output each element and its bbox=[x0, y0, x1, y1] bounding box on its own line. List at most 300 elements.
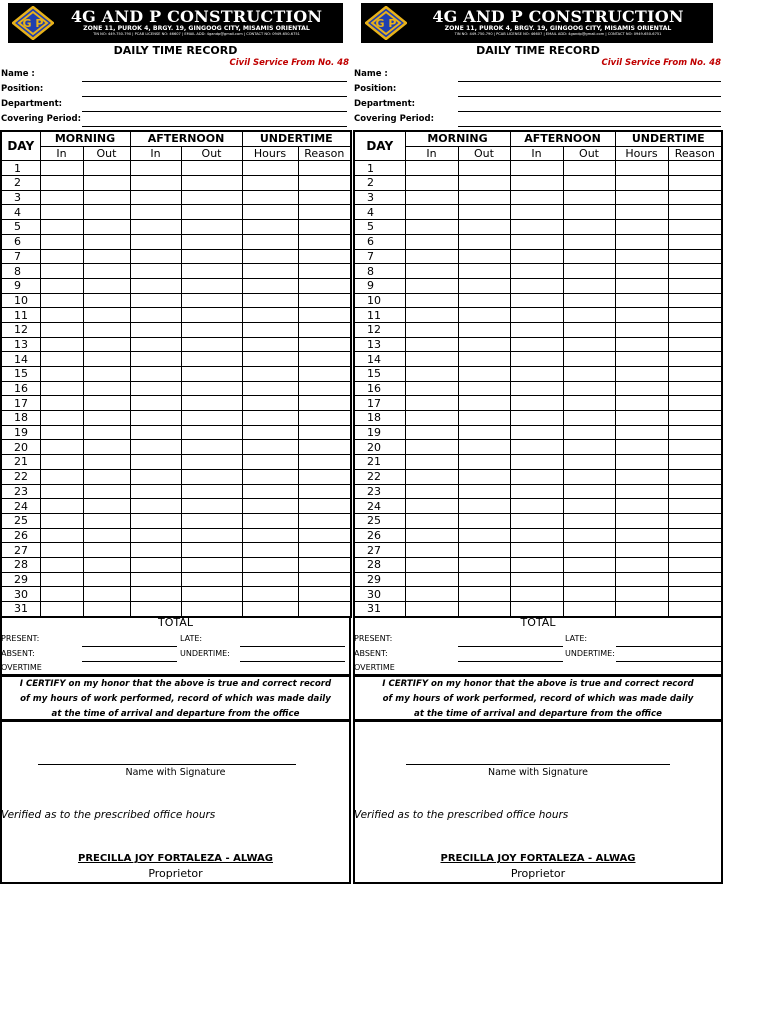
afternoon-out-cell[interactable] bbox=[563, 352, 615, 367]
afternoon-in-cell[interactable] bbox=[130, 278, 181, 293]
undertime-hours-cell[interactable] bbox=[615, 411, 668, 426]
present-field[interactable] bbox=[458, 646, 563, 647]
afternoon-out-cell[interactable] bbox=[563, 587, 615, 602]
undertime-hours-cell[interactable] bbox=[615, 557, 668, 572]
afternoon-in-cell[interactable] bbox=[130, 367, 181, 382]
undertime-reason-cell[interactable] bbox=[298, 337, 351, 352]
undertime-hours-cell[interactable] bbox=[242, 308, 298, 323]
afternoon-in-cell[interactable] bbox=[510, 337, 563, 352]
absent-field[interactable] bbox=[82, 661, 177, 662]
morning-out-cell[interactable] bbox=[458, 528, 510, 543]
morning-out-cell[interactable] bbox=[83, 484, 130, 499]
afternoon-in-cell[interactable] bbox=[510, 367, 563, 382]
afternoon-in-cell[interactable] bbox=[130, 469, 181, 484]
morning-in-cell[interactable] bbox=[40, 455, 83, 470]
morning-in-cell[interactable] bbox=[405, 367, 458, 382]
morning-in-cell[interactable] bbox=[40, 352, 83, 367]
afternoon-out-cell[interactable] bbox=[563, 161, 615, 176]
morning-in-cell[interactable] bbox=[405, 513, 458, 528]
morning-out-cell[interactable] bbox=[458, 469, 510, 484]
undertime-hours-cell[interactable] bbox=[615, 249, 668, 264]
morning-in-cell[interactable] bbox=[405, 602, 458, 617]
undertime-reason-cell[interactable] bbox=[298, 234, 351, 249]
absent-field[interactable] bbox=[458, 661, 563, 662]
undertime-reason-cell[interactable] bbox=[298, 205, 351, 220]
morning-out-cell[interactable] bbox=[83, 557, 130, 572]
undertime-hours-cell[interactable] bbox=[615, 278, 668, 293]
undertime-reason-cell[interactable] bbox=[298, 440, 351, 455]
afternoon-out-cell[interactable] bbox=[181, 513, 242, 528]
morning-out-cell[interactable] bbox=[458, 602, 510, 617]
morning-out-cell[interactable] bbox=[458, 278, 510, 293]
morning-out-cell[interactable] bbox=[83, 322, 130, 337]
morning-out-cell[interactable] bbox=[83, 469, 130, 484]
undertime-reason-cell[interactable] bbox=[668, 249, 722, 264]
undertime-hours-cell[interactable] bbox=[242, 440, 298, 455]
undertime-hours-cell[interactable] bbox=[615, 572, 668, 587]
afternoon-out-cell[interactable] bbox=[181, 411, 242, 426]
afternoon-out-cell[interactable] bbox=[181, 234, 242, 249]
morning-in-cell[interactable] bbox=[405, 543, 458, 558]
morning-in-cell[interactable] bbox=[40, 396, 83, 411]
afternoon-in-cell[interactable] bbox=[130, 528, 181, 543]
undertime-hours-cell[interactable] bbox=[615, 161, 668, 176]
morning-in-cell[interactable] bbox=[405, 234, 458, 249]
afternoon-in-cell[interactable] bbox=[130, 543, 181, 558]
undertime-hours-cell[interactable] bbox=[242, 381, 298, 396]
undertime-hours-cell[interactable] bbox=[242, 352, 298, 367]
morning-out-cell[interactable] bbox=[83, 352, 130, 367]
undertime-hours-cell[interactable] bbox=[242, 190, 298, 205]
afternoon-out-cell[interactable] bbox=[563, 367, 615, 382]
undertime-hours-cell[interactable] bbox=[615, 205, 668, 220]
undertime-hours-cell[interactable] bbox=[242, 205, 298, 220]
undertime-hours-cell[interactable] bbox=[242, 264, 298, 279]
undertime-hours-cell[interactable] bbox=[615, 220, 668, 235]
afternoon-out-cell[interactable] bbox=[563, 528, 615, 543]
morning-out-cell[interactable] bbox=[83, 161, 130, 176]
morning-out-cell[interactable] bbox=[458, 440, 510, 455]
undertime-reason-cell[interactable] bbox=[298, 557, 351, 572]
morning-out-cell[interactable] bbox=[83, 587, 130, 602]
afternoon-out-cell[interactable] bbox=[563, 557, 615, 572]
morning-out-cell[interactable] bbox=[83, 572, 130, 587]
afternoon-in-cell[interactable] bbox=[510, 411, 563, 426]
morning-in-cell[interactable] bbox=[40, 411, 83, 426]
undertime-hours-cell[interactable] bbox=[615, 425, 668, 440]
morning-out-cell[interactable] bbox=[83, 249, 130, 264]
undertime-hours-cell[interactable] bbox=[242, 220, 298, 235]
morning-out-cell[interactable] bbox=[83, 190, 130, 205]
afternoon-in-cell[interactable] bbox=[130, 352, 181, 367]
undertime-reason-cell[interactable] bbox=[298, 513, 351, 528]
morning-in-cell[interactable] bbox=[405, 484, 458, 499]
afternoon-in-cell[interactable] bbox=[510, 220, 563, 235]
undertime-reason-cell[interactable] bbox=[668, 308, 722, 323]
afternoon-out-cell[interactable] bbox=[563, 293, 615, 308]
morning-in-cell[interactable] bbox=[405, 572, 458, 587]
morning-in-cell[interactable] bbox=[405, 425, 458, 440]
afternoon-in-cell[interactable] bbox=[510, 190, 563, 205]
afternoon-in-cell[interactable] bbox=[510, 322, 563, 337]
undertime-reason-cell[interactable] bbox=[668, 513, 722, 528]
afternoon-in-cell[interactable] bbox=[130, 161, 181, 176]
undertime-hours-cell[interactable] bbox=[242, 396, 298, 411]
morning-out-cell[interactable] bbox=[458, 572, 510, 587]
morning-in-cell[interactable] bbox=[40, 587, 83, 602]
undertime-hours-cell[interactable] bbox=[615, 308, 668, 323]
morning-in-cell[interactable] bbox=[405, 499, 458, 514]
afternoon-in-cell[interactable] bbox=[130, 440, 181, 455]
undertime-reason-cell[interactable] bbox=[298, 455, 351, 470]
morning-out-cell[interactable] bbox=[83, 411, 130, 426]
undertime-hours-cell[interactable] bbox=[615, 587, 668, 602]
morning-in-cell[interactable] bbox=[40, 425, 83, 440]
morning-in-cell[interactable] bbox=[405, 455, 458, 470]
name-field[interactable] bbox=[82, 81, 347, 82]
morning-out-cell[interactable] bbox=[458, 367, 510, 382]
undertime-reason-cell[interactable] bbox=[298, 572, 351, 587]
afternoon-out-cell[interactable] bbox=[563, 425, 615, 440]
afternoon-out-cell[interactable] bbox=[181, 455, 242, 470]
morning-out-cell[interactable] bbox=[458, 220, 510, 235]
undertime-hours-cell[interactable] bbox=[242, 572, 298, 587]
undertime-reason-cell[interactable] bbox=[668, 352, 722, 367]
undertime-reason-cell[interactable] bbox=[298, 278, 351, 293]
morning-in-cell[interactable] bbox=[40, 220, 83, 235]
undertime-reason-cell[interactable] bbox=[668, 484, 722, 499]
morning-out-cell[interactable] bbox=[83, 234, 130, 249]
undertime-hours-cell[interactable] bbox=[242, 484, 298, 499]
afternoon-out-cell[interactable] bbox=[181, 587, 242, 602]
afternoon-in-cell[interactable] bbox=[510, 278, 563, 293]
afternoon-out-cell[interactable] bbox=[563, 381, 615, 396]
undertime-reason-cell[interactable] bbox=[668, 499, 722, 514]
afternoon-in-cell[interactable] bbox=[510, 249, 563, 264]
morning-out-cell[interactable] bbox=[458, 264, 510, 279]
morning-in-cell[interactable] bbox=[40, 440, 83, 455]
afternoon-out-cell[interactable] bbox=[181, 499, 242, 514]
afternoon-out-cell[interactable] bbox=[563, 396, 615, 411]
morning-out-cell[interactable] bbox=[83, 293, 130, 308]
morning-out-cell[interactable] bbox=[83, 455, 130, 470]
undertime-hours-cell[interactable] bbox=[242, 367, 298, 382]
undertime-hours-cell[interactable] bbox=[242, 469, 298, 484]
undertime-hours-cell[interactable] bbox=[242, 234, 298, 249]
undertime-hours-cell[interactable] bbox=[615, 381, 668, 396]
undertime-hours-cell[interactable] bbox=[615, 264, 668, 279]
morning-out-cell[interactable] bbox=[458, 381, 510, 396]
afternoon-out-cell[interactable] bbox=[181, 572, 242, 587]
afternoon-in-cell[interactable] bbox=[130, 308, 181, 323]
morning-in-cell[interactable] bbox=[40, 499, 83, 514]
department-field[interactable] bbox=[458, 111, 721, 112]
undertime-reason-cell[interactable] bbox=[668, 411, 722, 426]
undertime-reason-cell[interactable] bbox=[668, 190, 722, 205]
undertime-hours-cell[interactable] bbox=[615, 499, 668, 514]
covering-period-field[interactable] bbox=[458, 126, 721, 127]
undertime-reason-cell[interactable] bbox=[298, 543, 351, 558]
afternoon-out-cell[interactable] bbox=[181, 293, 242, 308]
afternoon-out-cell[interactable] bbox=[563, 543, 615, 558]
morning-out-cell[interactable] bbox=[458, 337, 510, 352]
afternoon-out-cell[interactable] bbox=[181, 381, 242, 396]
morning-in-cell[interactable] bbox=[40, 264, 83, 279]
undertime-hours-cell[interactable] bbox=[615, 528, 668, 543]
afternoon-out-cell[interactable] bbox=[181, 528, 242, 543]
undertime-reason-cell[interactable] bbox=[298, 587, 351, 602]
undertime-hours-cell[interactable] bbox=[615, 396, 668, 411]
morning-out-cell[interactable] bbox=[83, 543, 130, 558]
undertime-hours-cell[interactable] bbox=[615, 602, 668, 617]
morning-in-cell[interactable] bbox=[405, 220, 458, 235]
morning-in-cell[interactable] bbox=[405, 440, 458, 455]
afternoon-out-cell[interactable] bbox=[181, 161, 242, 176]
morning-in-cell[interactable] bbox=[405, 308, 458, 323]
undertime-reason-cell[interactable] bbox=[298, 322, 351, 337]
afternoon-out-cell[interactable] bbox=[563, 337, 615, 352]
afternoon-in-cell[interactable] bbox=[510, 484, 563, 499]
afternoon-out-cell[interactable] bbox=[563, 278, 615, 293]
afternoon-in-cell[interactable] bbox=[510, 308, 563, 323]
undertime-reason-cell[interactable] bbox=[668, 602, 722, 617]
afternoon-out-cell[interactable] bbox=[181, 278, 242, 293]
morning-out-cell[interactable] bbox=[83, 440, 130, 455]
undertime-summary-field[interactable] bbox=[616, 661, 721, 662]
morning-in-cell[interactable] bbox=[405, 411, 458, 426]
afternoon-in-cell[interactable] bbox=[130, 381, 181, 396]
afternoon-in-cell[interactable] bbox=[130, 396, 181, 411]
morning-in-cell[interactable] bbox=[40, 278, 83, 293]
morning-out-cell[interactable] bbox=[83, 602, 130, 617]
afternoon-in-cell[interactable] bbox=[510, 205, 563, 220]
afternoon-out-cell[interactable] bbox=[181, 425, 242, 440]
morning-in-cell[interactable] bbox=[40, 337, 83, 352]
afternoon-out-cell[interactable] bbox=[181, 308, 242, 323]
afternoon-out-cell[interactable] bbox=[181, 440, 242, 455]
morning-in-cell[interactable] bbox=[405, 381, 458, 396]
name-field[interactable] bbox=[458, 81, 721, 82]
late-field[interactable] bbox=[616, 646, 721, 647]
undertime-reason-cell[interactable] bbox=[668, 220, 722, 235]
morning-out-cell[interactable] bbox=[458, 234, 510, 249]
morning-in-cell[interactable] bbox=[40, 234, 83, 249]
undertime-hours-cell[interactable] bbox=[615, 440, 668, 455]
undertime-reason-cell[interactable] bbox=[668, 396, 722, 411]
afternoon-out-cell[interactable] bbox=[563, 234, 615, 249]
undertime-hours-cell[interactable] bbox=[242, 499, 298, 514]
afternoon-out-cell[interactable] bbox=[563, 176, 615, 191]
morning-in-cell[interactable] bbox=[405, 205, 458, 220]
afternoon-out-cell[interactable] bbox=[181, 205, 242, 220]
undertime-hours-cell[interactable] bbox=[615, 367, 668, 382]
undertime-reason-cell[interactable] bbox=[298, 176, 351, 191]
afternoon-out-cell[interactable] bbox=[181, 557, 242, 572]
afternoon-out-cell[interactable] bbox=[563, 190, 615, 205]
morning-out-cell[interactable] bbox=[458, 455, 510, 470]
morning-in-cell[interactable] bbox=[40, 513, 83, 528]
undertime-reason-cell[interactable] bbox=[298, 469, 351, 484]
afternoon-out-cell[interactable] bbox=[563, 602, 615, 617]
undertime-hours-cell[interactable] bbox=[242, 557, 298, 572]
undertime-reason-cell[interactable] bbox=[668, 293, 722, 308]
morning-in-cell[interactable] bbox=[405, 293, 458, 308]
undertime-hours-cell[interactable] bbox=[242, 293, 298, 308]
undertime-reason-cell[interactable] bbox=[298, 352, 351, 367]
covering-period-field[interactable] bbox=[82, 126, 347, 127]
afternoon-in-cell[interactable] bbox=[130, 322, 181, 337]
morning-out-cell[interactable] bbox=[83, 381, 130, 396]
undertime-hours-cell[interactable] bbox=[242, 249, 298, 264]
afternoon-out-cell[interactable] bbox=[181, 367, 242, 382]
afternoon-in-cell[interactable] bbox=[510, 293, 563, 308]
undertime-reason-cell[interactable] bbox=[298, 484, 351, 499]
undertime-reason-cell[interactable] bbox=[668, 557, 722, 572]
morning-in-cell[interactable] bbox=[40, 205, 83, 220]
undertime-reason-cell[interactable] bbox=[298, 264, 351, 279]
morning-in-cell[interactable] bbox=[405, 337, 458, 352]
undertime-reason-cell[interactable] bbox=[668, 205, 722, 220]
morning-in-cell[interactable] bbox=[40, 572, 83, 587]
morning-out-cell[interactable] bbox=[458, 499, 510, 514]
morning-out-cell[interactable] bbox=[458, 161, 510, 176]
afternoon-out-cell[interactable] bbox=[181, 352, 242, 367]
undertime-reason-cell[interactable] bbox=[668, 381, 722, 396]
morning-in-cell[interactable] bbox=[40, 484, 83, 499]
undertime-reason-cell[interactable] bbox=[668, 161, 722, 176]
position-field[interactable] bbox=[458, 96, 721, 97]
afternoon-in-cell[interactable] bbox=[510, 528, 563, 543]
undertime-hours-cell[interactable] bbox=[242, 602, 298, 617]
morning-in-cell[interactable] bbox=[40, 557, 83, 572]
afternoon-in-cell[interactable] bbox=[510, 176, 563, 191]
afternoon-out-cell[interactable] bbox=[563, 499, 615, 514]
afternoon-in-cell[interactable] bbox=[510, 381, 563, 396]
afternoon-out-cell[interactable] bbox=[181, 220, 242, 235]
morning-in-cell[interactable] bbox=[40, 293, 83, 308]
morning-out-cell[interactable] bbox=[458, 293, 510, 308]
morning-out-cell[interactable] bbox=[83, 220, 130, 235]
morning-out-cell[interactable] bbox=[458, 396, 510, 411]
undertime-reason-cell[interactable] bbox=[298, 381, 351, 396]
undertime-reason-cell[interactable] bbox=[298, 308, 351, 323]
undertime-hours-cell[interactable] bbox=[242, 176, 298, 191]
afternoon-in-cell[interactable] bbox=[510, 513, 563, 528]
morning-out-cell[interactable] bbox=[83, 278, 130, 293]
morning-out-cell[interactable] bbox=[458, 513, 510, 528]
morning-out-cell[interactable] bbox=[458, 322, 510, 337]
afternoon-out-cell[interactable] bbox=[563, 572, 615, 587]
afternoon-out-cell[interactable] bbox=[181, 543, 242, 558]
undertime-hours-cell[interactable] bbox=[615, 322, 668, 337]
morning-out-cell[interactable] bbox=[458, 190, 510, 205]
afternoon-in-cell[interactable] bbox=[510, 425, 563, 440]
undertime-reason-cell[interactable] bbox=[298, 249, 351, 264]
afternoon-out-cell[interactable] bbox=[181, 337, 242, 352]
morning-out-cell[interactable] bbox=[83, 513, 130, 528]
afternoon-out-cell[interactable] bbox=[181, 264, 242, 279]
undertime-hours-cell[interactable] bbox=[615, 293, 668, 308]
undertime-hours-cell[interactable] bbox=[615, 234, 668, 249]
undertime-reason-cell[interactable] bbox=[668, 337, 722, 352]
morning-out-cell[interactable] bbox=[458, 543, 510, 558]
undertime-hours-cell[interactable] bbox=[615, 176, 668, 191]
department-field[interactable] bbox=[82, 111, 347, 112]
morning-in-cell[interactable] bbox=[40, 469, 83, 484]
undertime-reason-cell[interactable] bbox=[298, 411, 351, 426]
undertime-hours-cell[interactable] bbox=[615, 455, 668, 470]
undertime-hours-cell[interactable] bbox=[242, 278, 298, 293]
undertime-reason-cell[interactable] bbox=[668, 572, 722, 587]
afternoon-in-cell[interactable] bbox=[130, 602, 181, 617]
morning-out-cell[interactable] bbox=[83, 425, 130, 440]
afternoon-out-cell[interactable] bbox=[181, 469, 242, 484]
morning-in-cell[interactable] bbox=[405, 396, 458, 411]
undertime-hours-cell[interactable] bbox=[242, 337, 298, 352]
morning-in-cell[interactable] bbox=[40, 367, 83, 382]
morning-out-cell[interactable] bbox=[83, 367, 130, 382]
morning-in-cell[interactable] bbox=[405, 587, 458, 602]
afternoon-in-cell[interactable] bbox=[130, 513, 181, 528]
afternoon-in-cell[interactable] bbox=[510, 499, 563, 514]
undertime-reason-cell[interactable] bbox=[668, 367, 722, 382]
afternoon-out-cell[interactable] bbox=[563, 205, 615, 220]
undertime-hours-cell[interactable] bbox=[615, 484, 668, 499]
afternoon-in-cell[interactable] bbox=[510, 161, 563, 176]
morning-out-cell[interactable] bbox=[83, 337, 130, 352]
undertime-reason-cell[interactable] bbox=[668, 455, 722, 470]
afternoon-in-cell[interactable] bbox=[130, 293, 181, 308]
afternoon-in-cell[interactable] bbox=[130, 337, 181, 352]
morning-in-cell[interactable] bbox=[40, 381, 83, 396]
morning-out-cell[interactable] bbox=[458, 557, 510, 572]
morning-in-cell[interactable] bbox=[40, 190, 83, 205]
undertime-hours-cell[interactable] bbox=[242, 513, 298, 528]
afternoon-in-cell[interactable] bbox=[510, 455, 563, 470]
undertime-reason-cell[interactable] bbox=[298, 602, 351, 617]
late-field[interactable] bbox=[240, 646, 345, 647]
morning-in-cell[interactable] bbox=[405, 557, 458, 572]
afternoon-out-cell[interactable] bbox=[563, 469, 615, 484]
undertime-reason-cell[interactable] bbox=[668, 278, 722, 293]
undertime-hours-cell[interactable] bbox=[242, 587, 298, 602]
undertime-reason-cell[interactable] bbox=[298, 528, 351, 543]
morning-in-cell[interactable] bbox=[405, 264, 458, 279]
afternoon-out-cell[interactable] bbox=[563, 455, 615, 470]
morning-out-cell[interactable] bbox=[458, 249, 510, 264]
signature-line[interactable] bbox=[38, 764, 296, 765]
afternoon-in-cell[interactable] bbox=[130, 411, 181, 426]
afternoon-in-cell[interactable] bbox=[130, 557, 181, 572]
undertime-reason-cell[interactable] bbox=[298, 425, 351, 440]
undertime-reason-cell[interactable] bbox=[668, 425, 722, 440]
morning-out-cell[interactable] bbox=[458, 205, 510, 220]
afternoon-out-cell[interactable] bbox=[181, 249, 242, 264]
undertime-hours-cell[interactable] bbox=[242, 161, 298, 176]
afternoon-in-cell[interactable] bbox=[510, 469, 563, 484]
morning-in-cell[interactable] bbox=[40, 322, 83, 337]
morning-in-cell[interactable] bbox=[40, 602, 83, 617]
undertime-reason-cell[interactable] bbox=[298, 499, 351, 514]
morning-in-cell[interactable] bbox=[405, 176, 458, 191]
afternoon-in-cell[interactable] bbox=[130, 587, 181, 602]
afternoon-in-cell[interactable] bbox=[130, 264, 181, 279]
undertime-reason-cell[interactable] bbox=[668, 234, 722, 249]
afternoon-in-cell[interactable] bbox=[510, 543, 563, 558]
morning-out-cell[interactable] bbox=[458, 587, 510, 602]
afternoon-in-cell[interactable] bbox=[130, 176, 181, 191]
afternoon-in-cell[interactable] bbox=[510, 440, 563, 455]
